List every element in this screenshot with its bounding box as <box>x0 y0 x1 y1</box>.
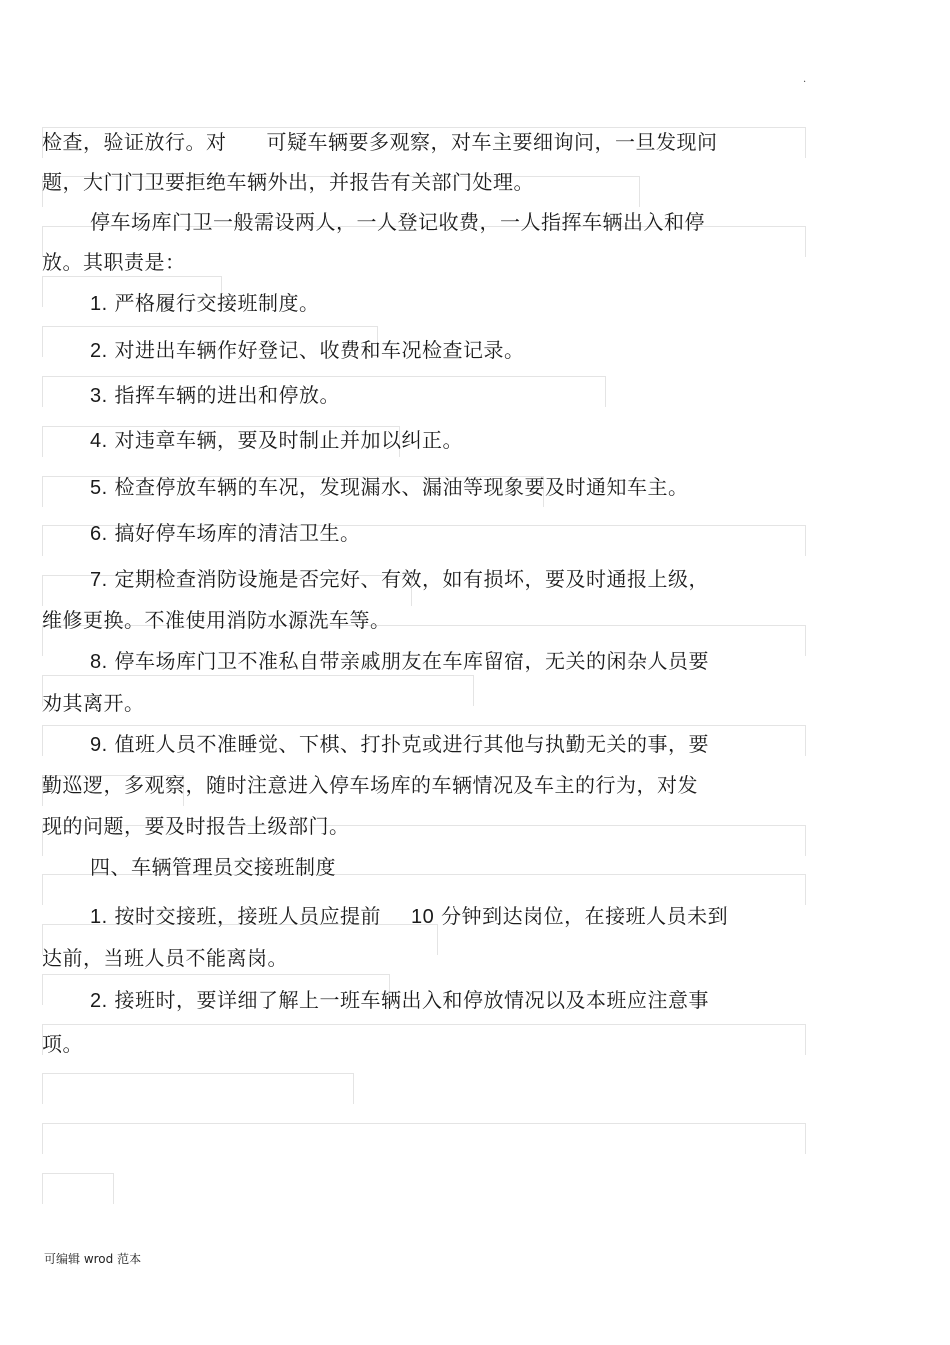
line-text: 题，大门门卫要拒绝车辆外出，并报告有关部门处理。 <box>42 170 534 194</box>
list-number: 3. <box>90 385 108 407</box>
header-dot: . <box>803 74 807 85</box>
line-text: 达前，当班人员不能离岗。 <box>42 946 288 970</box>
line-text: 值班人员不准睡觉、下棋、打扑克或进行其他与执勤无关的事，要 <box>114 732 710 756</box>
paragraph-line <box>90 208 705 236</box>
line-text: 搞好停车场库的清洁卫生。 <box>114 521 361 545</box>
frame-fragment <box>42 1123 806 1154</box>
list-item <box>90 336 525 365</box>
line-text: 四、车辆管理员交接班制度 <box>90 855 336 879</box>
paragraph-line <box>42 944 288 972</box>
line-text: 检查，验证放行。对 <box>42 130 227 154</box>
list-number: 1. <box>90 293 108 315</box>
paragraph-line <box>42 168 534 196</box>
line-text: 停车场库门卫不准私自带亲戚朋友在车库留宿，无关的闲杂人员要 <box>114 649 710 673</box>
list-item <box>90 986 709 1015</box>
frame-fragment <box>42 1073 354 1104</box>
list-item <box>90 426 463 455</box>
paragraph-line <box>42 248 186 276</box>
list-item <box>90 381 340 410</box>
list-number: 1. <box>90 906 108 928</box>
frame-fragment <box>42 1173 114 1204</box>
footer-label: 可编辑 wrod 范本 <box>44 1252 142 1266</box>
line-text: 项。 <box>42 1032 83 1056</box>
list-number: 2. <box>90 990 108 1012</box>
section-heading <box>90 853 336 881</box>
list-item <box>90 565 709 594</box>
frame-fragment <box>42 1024 806 1055</box>
paragraph-line <box>42 689 145 717</box>
line-text: 勤巡逻，多观察，随时注意进入停车场库的车辆情况及车主的行为，对发 <box>42 773 698 797</box>
list-number: 2. <box>90 340 108 362</box>
line-text: 对违章车辆，要及时制止并加以纠正。 <box>114 428 464 452</box>
list-item <box>90 519 361 548</box>
list-number: 4. <box>90 430 108 452</box>
list-number: 5. <box>90 477 108 499</box>
line-text: 放。其职责是： <box>42 250 186 274</box>
paragraph-line <box>42 812 350 840</box>
list-number: 9. <box>90 734 108 756</box>
list-item <box>90 473 689 502</box>
list-item <box>90 902 728 931</box>
list-item <box>90 289 320 318</box>
paragraph-line <box>42 606 391 634</box>
list-item <box>90 730 709 759</box>
line-text: 定期检查消防设施是否完好、有效，如有损坏，要及时通报上级， <box>114 567 710 591</box>
line-text: 检查停放车辆的车况，发现漏水、漏油等现象要及时通知车主。 <box>114 475 689 499</box>
paragraph-line <box>42 128 718 156</box>
line-text: 可疑车辆要多观察，对车主要细询问，一旦发现问 <box>266 130 718 154</box>
line-text: 接班时，要详细了解上一班车辆出入和停放情况以及本班应注意事 <box>114 988 710 1012</box>
paragraph-line <box>42 1030 83 1058</box>
line-text: 严格履行交接班制度。 <box>114 291 320 315</box>
line-text: 现的问题，要及时报告上级部门。 <box>42 814 350 838</box>
line-text: 分钟到达岗位，在接班人员未到 <box>441 904 729 928</box>
list-number: 6. <box>90 523 108 545</box>
list-item <box>90 647 709 676</box>
line-text: 按时交接班，接班人员应提前 <box>114 904 382 928</box>
line-text: 指挥车辆的进出和停放。 <box>114 383 341 407</box>
list-number: 7. <box>90 569 108 591</box>
list-number: 8. <box>90 651 108 673</box>
line-text: 维修更换。不准使用消防水源洗车等。 <box>42 608 391 632</box>
line-number: 10 <box>411 906 435 928</box>
line-text: 停车场库门卫一般需设两人，一人登记收费，一人指挥车辆出入和停 <box>90 210 705 234</box>
line-text: 劝其离开。 <box>42 691 145 715</box>
line-text: 对进出车辆作好登记、收费和车况检查记录。 <box>114 338 525 362</box>
paragraph-line <box>42 771 698 799</box>
